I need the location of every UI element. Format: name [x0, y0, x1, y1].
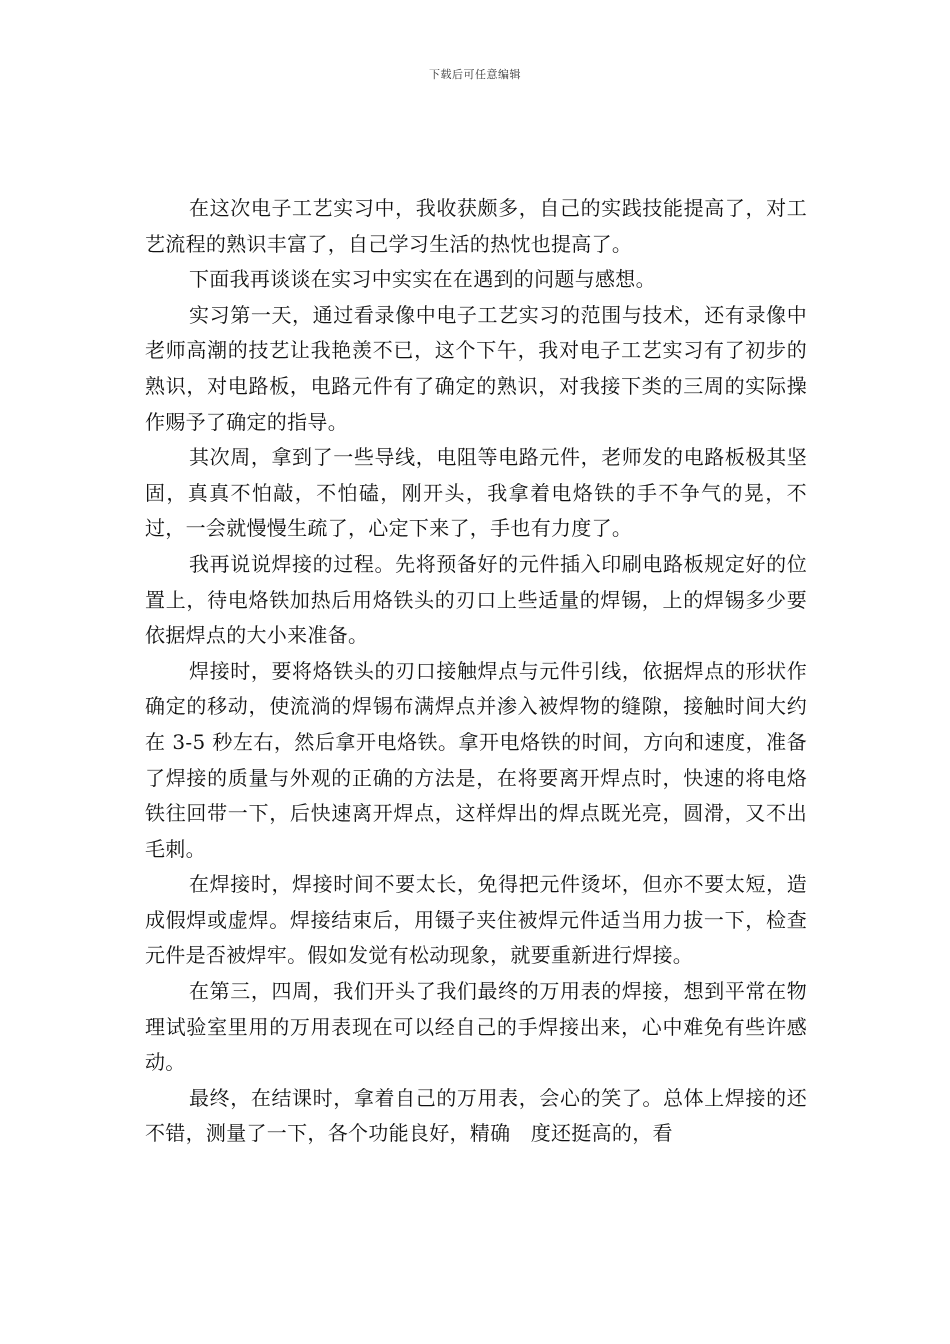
- paragraph: 其次周，拿到了一些导线，电阻等电路元件，老师发的电路板极其坚固，真真不怕敲，不怕磕，刚开头，我拿着电烙铁的手不争气的晃，不过，一会就慢慢生疏了，心定下来了，手也有力度了。: [145, 445, 807, 541]
- paragraph: 最终，在结课时，拿着自己的万用表，会心的笑了。总体上焊接的还不错，测量了一下，各个功能良好，精确 度还挺高的，看: [145, 1085, 807, 1146]
- paragraph: 我再说说焊接的过程。先将预备好的元件插入印刷电路板规定好的位置上，待电烙铁加热后用烙铁头的刃口上些适量的焊锡，上的焊锡多少要依据焊点的大小来准备。: [145, 551, 807, 648]
- paragraph: 在焊接时，焊接时间不要太长，免得把元件烫坏，但亦不要太短，造成假焊或虚焊。焊接结束后，用镊子夹住被焊元件适当用力拔一下，检查元件是否被焊牢。假如发觉有松动现象，就要重新进行焊接。: [145, 872, 807, 968]
- page-header: 下载后可任意编辑: [429, 68, 521, 81]
- document-body: [145, 191, 807, 1152]
- paragraph: 下面我再谈谈在实习中实实在在遇到的问题与感想。: [189, 267, 656, 292]
- paragraph: 实习第一天，通过看录像中电子工艺实习的范围与技术，还有录像中老师高潮的技艺让我艳羡不已，这个下午，我对电子工艺实习有了初步的熟识，对电路板，电路元件有了确定的熟识，对我接下类的三周的实际操作赐予了确定的指导。: [145, 302, 807, 434]
- paragraph: 焊接时，要将烙铁头的刃口接触焊点与元件引线，依据焊点的形状作确定的移动，使流淌的焊锡布满焊点并渗入被焊物的缝隙，接触时间大约在 3-5 秒左右，然后拿开电烙铁。拿开电烙铁的时间，方向和速度，准备了焊接的质量与外观的正确的方法是，在将要离开焊点时，快速的将电烙铁往回带一下，后快速离开焊点，这样焊出的焊点既光亮，圆滑，又不出毛刺。: [145, 658, 807, 861]
- paragraph: 在这次电子工艺实习中，我收获颇多，自己的实践技能提高了，对工艺流程的熟识丰富了，自己学习生活的热忱也提高了。: [145, 196, 807, 256]
- paragraph: 在第三，四周，我们开头了我们最终的万用表的焊接，想到平常在物理试验室里用的万用表现在可以经自己的手焊接出来，心中难免有些许感动。: [145, 979, 807, 1075]
